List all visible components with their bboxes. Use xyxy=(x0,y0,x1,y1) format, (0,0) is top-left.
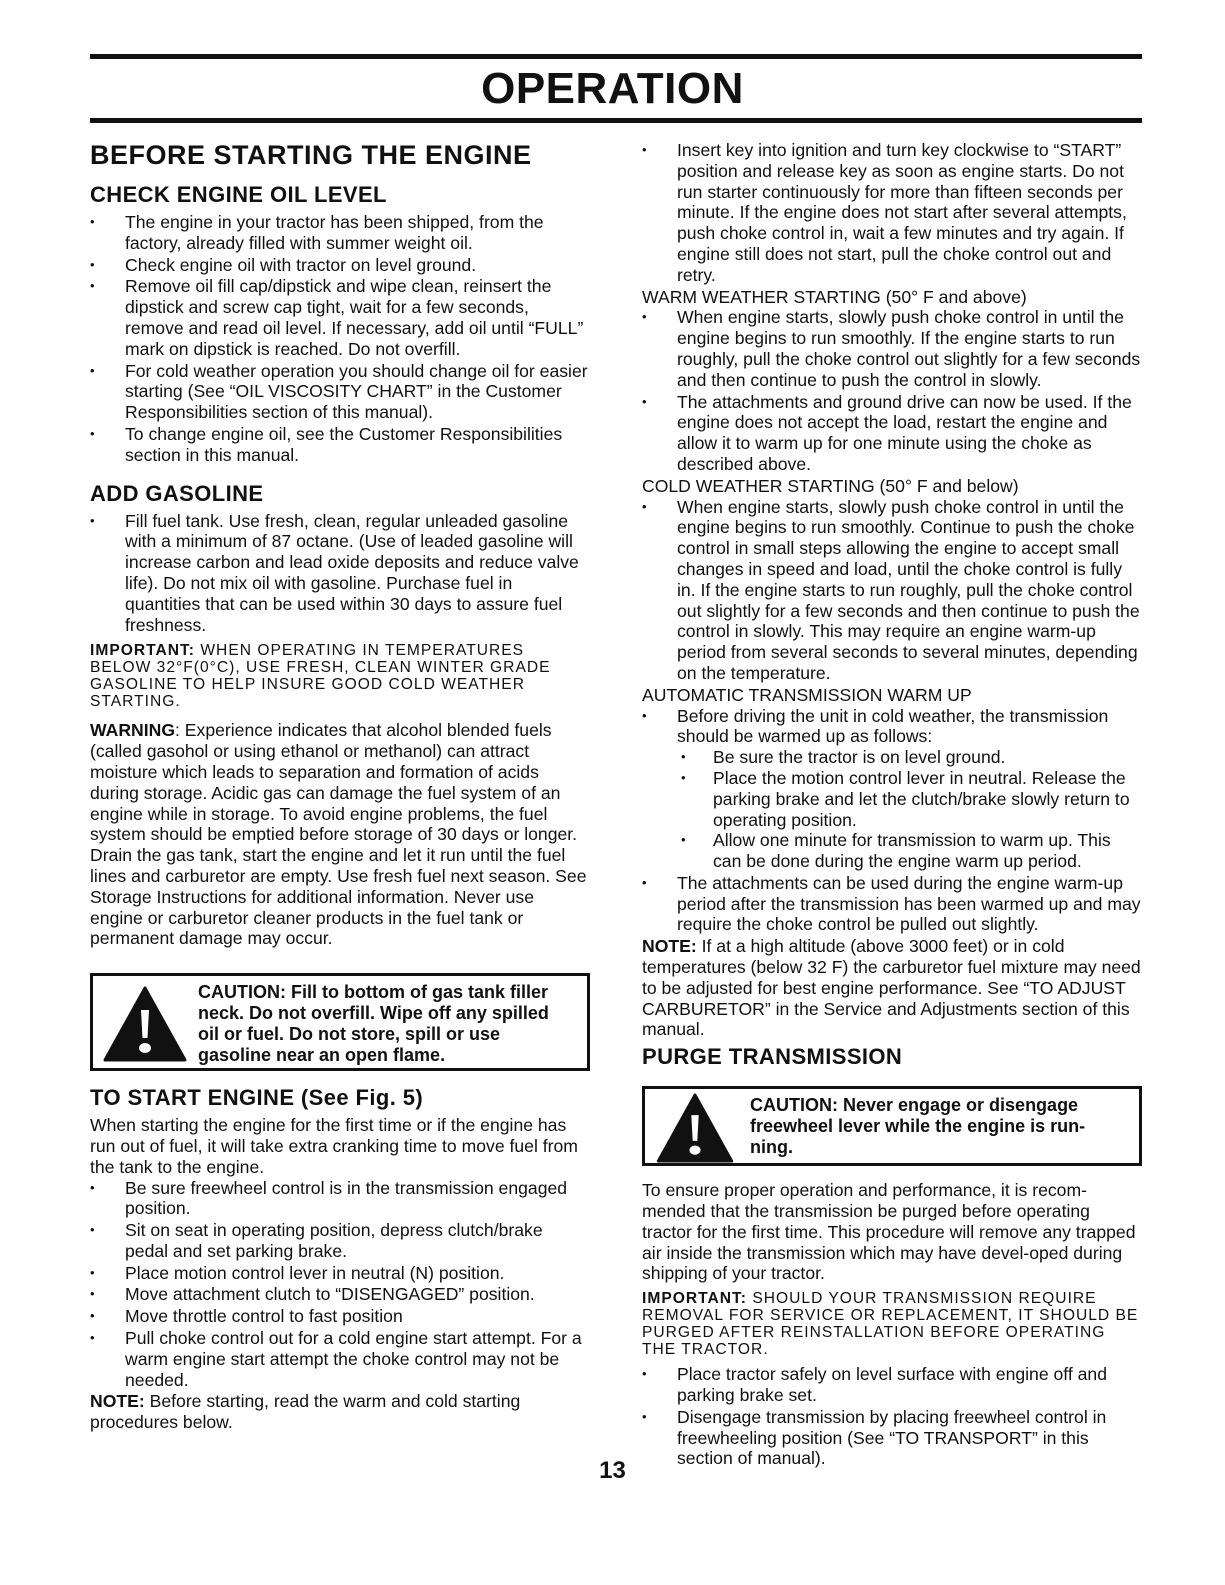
warning-triangle-icon xyxy=(655,1093,735,1163)
sub-list-item: • Place the motion control lever in neutral. Release the parking brake and let the clutch/brake slowly return to operating position. xyxy=(677,768,1142,830)
gas-warning xyxy=(90,720,590,949)
start-heading: TO START ENGINE (See Fig. 5) xyxy=(90,1085,424,1111)
top-rule xyxy=(90,54,1142,59)
note-text: Before starting, read the warm and cold starting procedures below. xyxy=(90,1391,521,1433)
important-text: WHEN OPERATING IN TEMPERATURES BELOW 32°F(0°C), USE FRESH, CLEAN WINTER GRADE GASOLINE TO HELP INSURE GOOD COLD WEATHER STARTING. xyxy=(90,642,551,711)
gas-heading: ADD GASOLINE xyxy=(90,480,264,506)
note-text: If at a high altitude (above 3000 feet) or in cold temperatures (below 32 F) the carburetor fuel mixture may need to be adjusted for best engine performance. See “TO ADJUST CARBURETOR” in the Service and Adjustments section of this manual. xyxy=(642,936,1141,1040)
start-intro: When starting the engine for the first time or if the engine has run out of fuel, it will take extra cranking time to move fuel from the tank to the engine. xyxy=(90,1115,578,1177)
purge-text: To ensure proper operation and performance, it is recom-mended that the transmission be purged before operating tractor for the first time. This procedure will remove any trapped air inside the transmission which may have devel-oped during shipping of your tractor. xyxy=(642,1180,1136,1284)
list-item: • To change engine oil, see the Customer Responsibilities section in this manual. xyxy=(90,424,590,466)
list-item: • Place tractor safely on level surface with engine off and parking brake set. xyxy=(642,1364,1142,1406)
list-item: • Fill fuel tank. Use fresh, clean, regular unleaded gasoline with a minimum of 87 octane. (Use of leaded gasoline will increase carbon and lead oxide deposits and reduce valve life). Do not mix oil with gasoline. Purchase fuel in quantities that can be used within 30 days to assure fuel freshness. xyxy=(90,511,590,636)
cold-list xyxy=(642,497,1142,684)
list-item: • Sit on seat in operating position, depress clutch/brake pedal and set parking brake. xyxy=(90,1220,590,1262)
page-title: OPERATION xyxy=(481,64,744,113)
list-item: • Disengage transmission by placing freewheel control in freewheeling position (See “TO TRANSPORT” in this section of manual). xyxy=(642,1407,1142,1469)
important-label: IMPORTANT: xyxy=(642,1290,747,1308)
warning-text: : Experience indicates that alcohol blended fuels (called gasohol or using ethanol or methanol) can attract moisture which leads to separation and formation of acids during storage. Acidic gas can damage the fuel system of an engine while in storage. To avoid engine problems, the fuel system should be emptied before storage of 30 days or longer. Drain the gas tank, start the engine and let it run until the fuel lines and carburetor are empty. Use fresh fuel next season. See Storage Instructions for additional information. Never use engine or carburetor cleaner products in the fuel tank or permanent damage may occur. xyxy=(90,720,587,949)
list-item: • When engine starts, slowly push choke control in until the engine begins to run smoothly. Continue to push the choke control in small steps allowing the engine to accept small changes in speed and load, until the choke control is fully in. If the engine starts to run roughly, pull the choke control out slightly for a few seconds and then continue to push the control in slowly. This may require an engine warm-up period from several seconds to several minutes, depending on the temperature. xyxy=(642,497,1142,684)
note-label: NOTE: xyxy=(642,936,697,957)
list-item: • Pull choke control out for a cold engine start attempt. For a warm engine start attempt the choke control may not be needed. xyxy=(90,1328,590,1390)
list-item: • Move attachment clutch to “DISENGAGED” position. xyxy=(90,1284,590,1305)
page-number: 13 xyxy=(599,1457,626,1484)
oil-heading: CHECK ENGINE OIL LEVEL xyxy=(90,182,387,207)
list-item: • When engine starts, slowly push choke control in until the engine begins to run smoothly. If the engine starts to run roughly, pull the choke control out slightly for a few seconds and then continue to push the control in slowly. xyxy=(642,307,1142,390)
left-column xyxy=(90,140,590,1433)
warning-label: WARNING xyxy=(90,720,176,741)
gas-list xyxy=(90,511,590,636)
auto-item-text: Before driving the unit in cold weather, the transmission should be warmed up as follows: xyxy=(677,705,1109,747)
start-list xyxy=(90,1178,590,1391)
title-bottom-rule xyxy=(90,118,1142,123)
list-item: • The attachments and ground drive can now be used. If the engine does not accept the load, restart the engine and allow it to warm up for one minute using the choke as described above. xyxy=(642,392,1142,475)
gas-caution-box xyxy=(90,973,590,1071)
list-item: • The engine in your tractor has been shipped, from the factory, already filled with summer weight oil. xyxy=(90,212,590,254)
warning-triangle-icon xyxy=(103,986,187,1062)
cold-heading: COLD WEATHER STARTING (50° F and below) xyxy=(642,475,1019,496)
auto-list xyxy=(642,706,1142,936)
oil-list xyxy=(90,212,590,466)
purge-caution-box xyxy=(642,1086,1142,1166)
sub-list-item: • Allow one minute for transmission to warm up. This can be done during the engine warm up period. xyxy=(677,830,1142,872)
list-item: • Move throttle control to fast position xyxy=(90,1306,590,1327)
auto-heading: AUTOMATIC TRANSMISSION WARM UP xyxy=(642,684,972,705)
caution-text: CAUTION: Never engage or disengage freewheel lever while the engine is run-ning. xyxy=(750,1095,1086,1158)
list-item: • Remove oil fill cap/dipstick and wipe clean, reinsert the dipstick and screw cap tight, wait for a few seconds, remove and read oil level. If necessary, add oil until “FULL” mark on dipstick is reached. Do not overfill. xyxy=(90,276,590,359)
sub-list-item: • Be sure the tractor is on level ground. xyxy=(677,747,1142,768)
important-text: SHOULD YOUR TRANSMISSION REQUIRE REMOVAL FOR SERVICE OR REPLACEMENT, IT SHOULD BE PURGED AFTER REINSTALLATION BEFORE OPERATING THE TRACTOR. xyxy=(642,1290,1139,1359)
purge-list xyxy=(642,1364,1142,1469)
warm-list xyxy=(642,307,1142,474)
note-label: NOTE: xyxy=(90,1391,145,1412)
warm-heading: WARM WEATHER STARTING (50° F and above) xyxy=(642,286,1027,307)
start-continued-list xyxy=(642,140,1142,286)
list-item: • The attachments can be used during the engine warm-up period after the transmission has been warmed up and may require the choke control be pulled out slightly. xyxy=(642,873,1142,935)
list-item: • Check engine oil with tractor on level ground. xyxy=(90,255,590,276)
list-item: • Place motion control lever in neutral (N) position. xyxy=(90,1263,590,1284)
important-label: IMPORTANT: xyxy=(90,642,195,660)
list-item: • Be sure freewheel control is in the transmission engaged position. xyxy=(90,1178,590,1220)
section-title: BEFORE STARTING THE ENGINE xyxy=(90,140,532,170)
list-item xyxy=(642,706,1142,872)
gas-important xyxy=(90,642,590,710)
start-note xyxy=(90,1391,590,1433)
caution-text: CAUTION: Fill to bottom of gas tank filler neck. Do not overfill. Wipe off any spilled oil or fuel. Do not store, spill or use gasoline near an open flame. xyxy=(198,982,549,1066)
carburetor-note xyxy=(642,936,1142,1040)
list-item: • For cold weather operation you should change oil for easier starting (See “OIL VISCOSITY CHART” in the Customer Responsibilities section of this manual). xyxy=(90,361,590,423)
list-item: • Insert key into ignition and turn key clockwise to “START” position and release key as soon as engine starts. Do not run starter continuously for more than fifteen seconds per minute. If the engine does not start after several attempts, push choke control in, wait a few minutes and try again. If engine still does not start, pull the choke control out and retry. xyxy=(642,140,1142,286)
purge-important xyxy=(642,1290,1142,1358)
right-column xyxy=(642,140,1142,1470)
auto-sub-list xyxy=(677,747,1142,872)
purge-heading: PURGE TRANSMISSION xyxy=(642,1044,903,1070)
